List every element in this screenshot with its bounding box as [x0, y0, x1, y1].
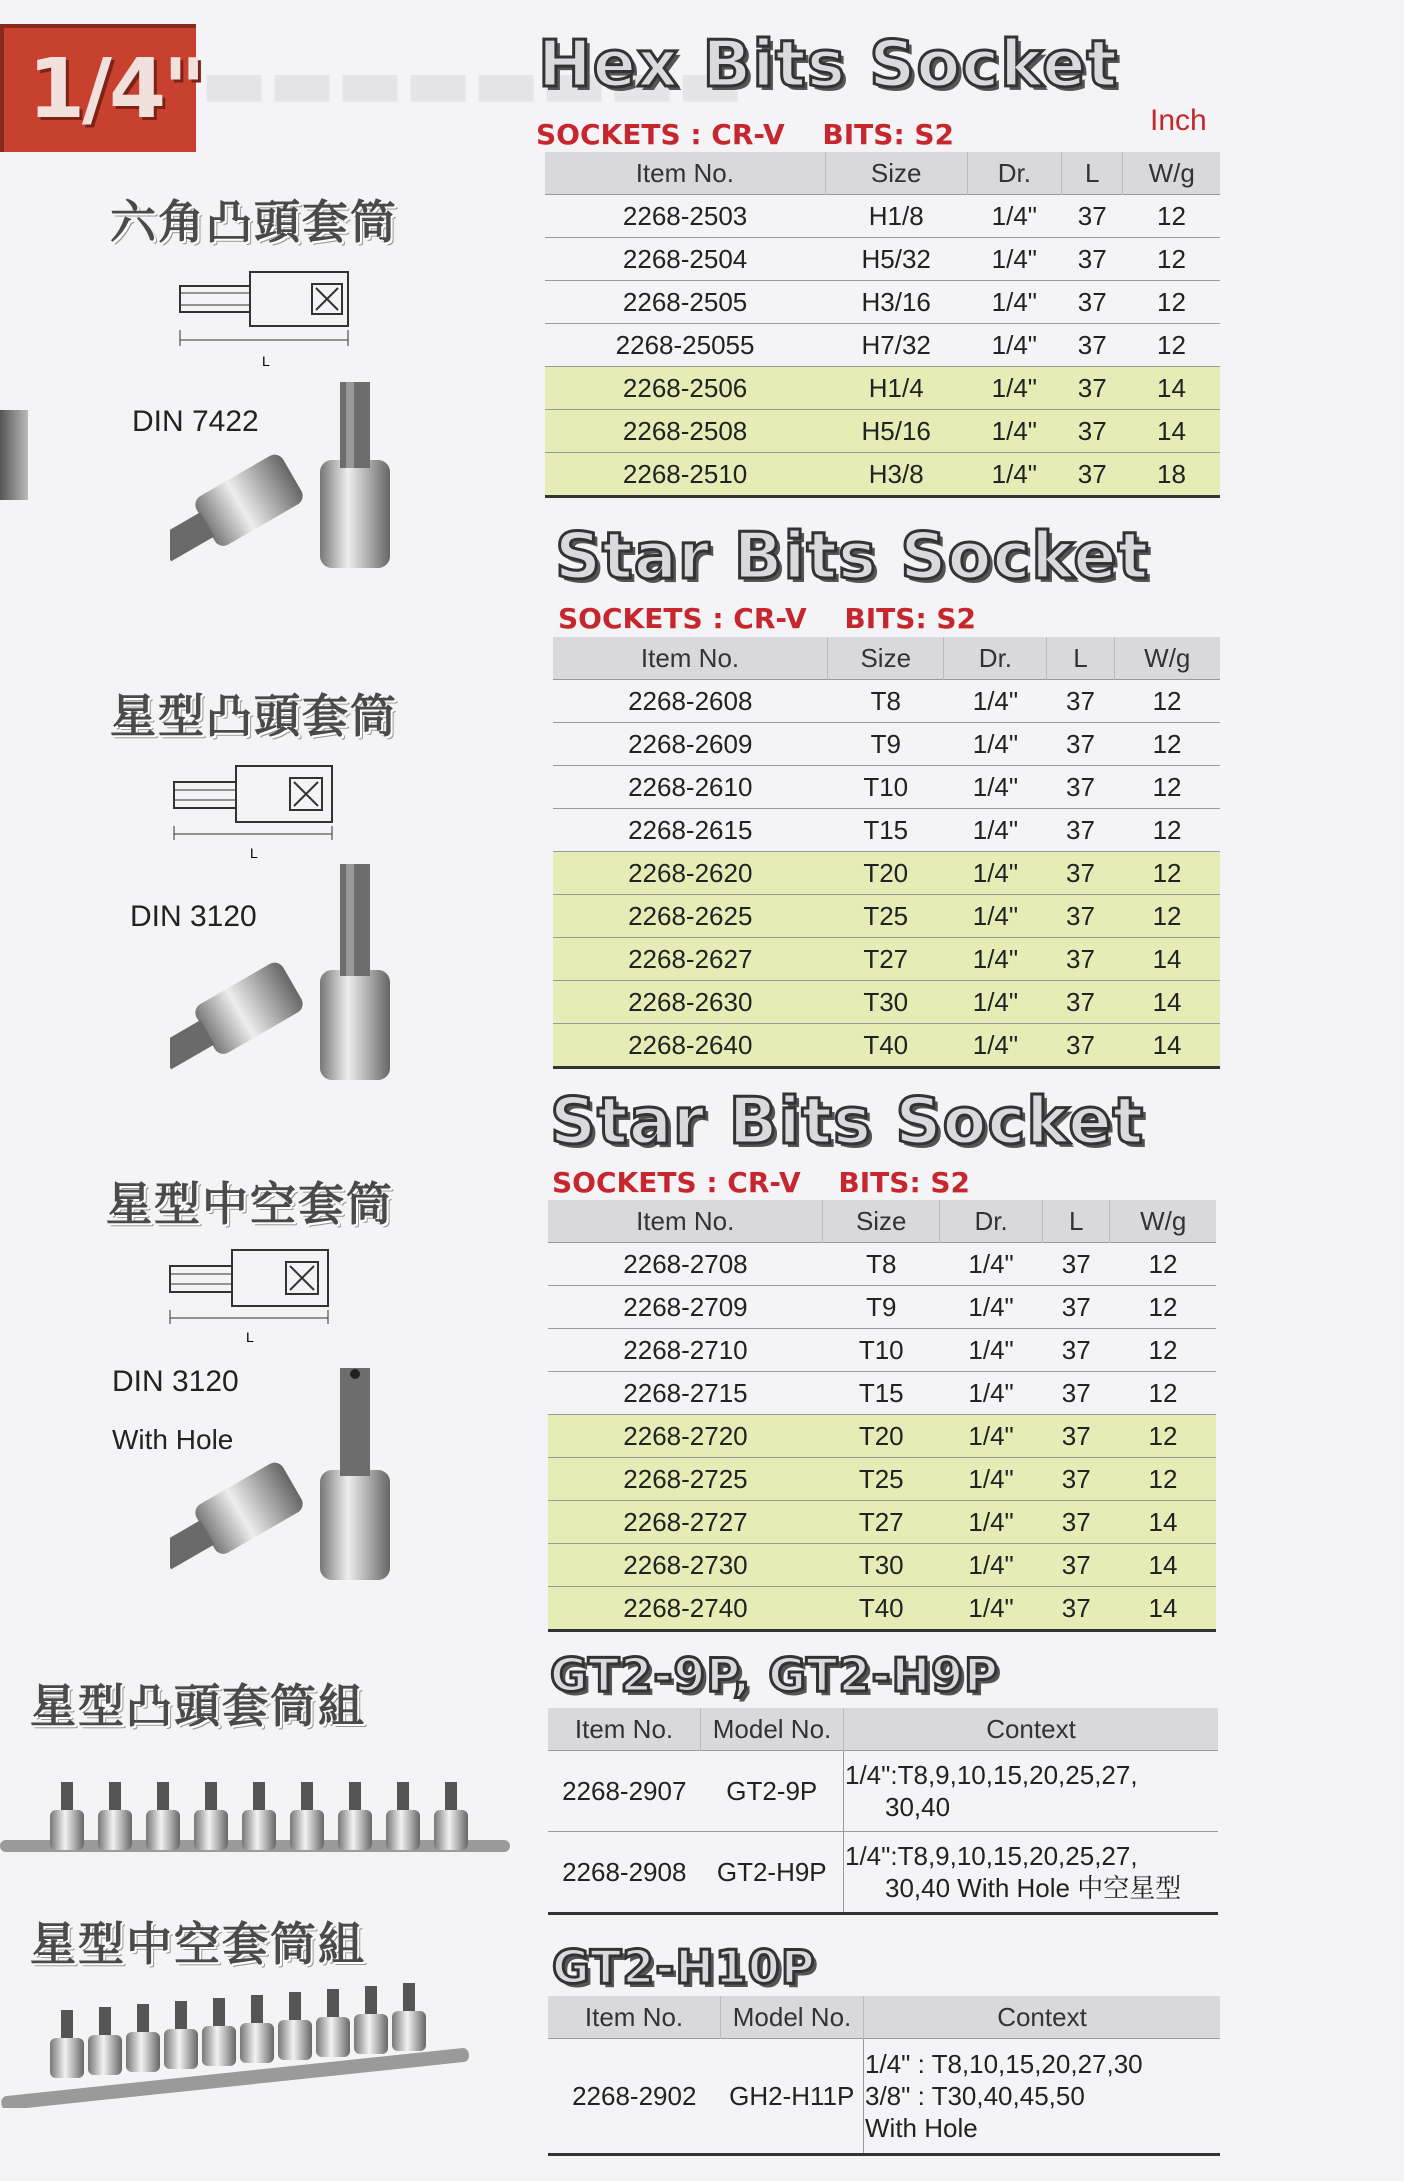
- col-item-no: Item No.: [553, 637, 828, 680]
- bit-icon: [397, 1782, 409, 1812]
- weight-cell: 12: [1110, 1286, 1216, 1329]
- weight-cell: 12: [1110, 1372, 1216, 1415]
- length-cell: 37: [1061, 453, 1123, 497]
- size-cell: T27: [828, 938, 944, 981]
- table-row: [548, 1501, 1216, 1544]
- context-line: 1/4":T8,9,10,15,20,25,27,: [845, 1841, 1138, 1871]
- sockets-material: SOCKETS : CR-V: [536, 118, 785, 151]
- table-row: [548, 1286, 1216, 1329]
- size-cell: T8: [823, 1243, 940, 1286]
- bit-icon: [205, 1782, 217, 1812]
- sockets-label-star: [558, 602, 976, 635]
- size-badge: [0, 24, 203, 152]
- table-header: [548, 1708, 1218, 1751]
- item-no-cell: 2268-2740: [548, 1587, 823, 1631]
- drive-cell: 1/4": [944, 766, 1047, 809]
- length-cell: 37: [1047, 809, 1114, 852]
- drive-cell: 1/4": [940, 1329, 1043, 1372]
- socket-icon: [434, 1810, 468, 1850]
- size-cell: T25: [828, 895, 944, 938]
- size-cell: T9: [823, 1286, 940, 1329]
- unit-label: Inch: [1150, 104, 1207, 137]
- socket-icon: [164, 2029, 198, 2069]
- size-cell: T40: [828, 1024, 944, 1068]
- item-no-cell: 2268-2504: [545, 238, 825, 281]
- length-cell: 37: [1043, 1286, 1110, 1329]
- table-row: [545, 281, 1220, 324]
- col-item-no: Item No.: [548, 1200, 823, 1243]
- length-cell: 37: [1061, 195, 1123, 238]
- length-cell: 37: [1047, 723, 1114, 766]
- star-hollow-spec-table: [548, 1200, 1216, 1632]
- bit-icon: [99, 2007, 111, 2037]
- item-no-cell: 2268-2506: [545, 367, 825, 410]
- context-cell: [844, 1832, 1219, 1914]
- length-cell: 37: [1043, 1587, 1110, 1631]
- table-row: [553, 680, 1220, 723]
- item-no-cell: 2268-2902: [548, 2039, 721, 2155]
- length-cell: 37: [1047, 895, 1114, 938]
- drive-cell: 1/4": [940, 1286, 1043, 1329]
- length-cell: 37: [1043, 1243, 1110, 1286]
- table-row: [548, 1243, 1216, 1286]
- bit-icon: [61, 1782, 73, 1812]
- item-no-cell: 2268-25055: [545, 324, 825, 367]
- item-no-cell: 2268-2730: [548, 1544, 823, 1587]
- socket-icon: [338, 1810, 372, 1850]
- col-model-no: Model No.: [721, 1996, 864, 2039]
- set-1-table: [548, 1708, 1218, 1915]
- star-socket-diagram: [170, 760, 380, 860]
- table-row: [548, 1832, 1218, 1914]
- size-cell: H5/16: [825, 410, 967, 453]
- table-row: [548, 1544, 1216, 1587]
- item-no-cell: 2268-2608: [553, 680, 828, 723]
- weight-cell: 12: [1123, 195, 1220, 238]
- drive-cell: 1/4": [967, 238, 1061, 281]
- bit-icon: [349, 1782, 361, 1812]
- drive-cell: 1/4": [940, 1243, 1043, 1286]
- size-cell: T15: [823, 1372, 940, 1415]
- context-line: 30,40 With Hole 中空星型: [885, 1873, 1182, 1903]
- socket-icon: [50, 1810, 84, 1850]
- bit-icon: [327, 1989, 339, 2019]
- set-title-gt2-9p: GT2-9P, GT2-H9P: [550, 1648, 999, 1702]
- table-row: [553, 1024, 1220, 1068]
- length-cell: 37: [1047, 981, 1114, 1024]
- length-cell: 37: [1043, 1415, 1110, 1458]
- col-length: L: [1043, 1200, 1110, 1243]
- item-no-cell: 2268-2708: [548, 1243, 823, 1286]
- context-line: 1/4":T8,9,10,15,20,25,27,: [845, 1760, 1138, 1790]
- cn-title-star: 星型凸頭套筒: [110, 689, 398, 743]
- table-row: [553, 809, 1220, 852]
- socket-icon: [98, 1810, 132, 1850]
- item-no-cell: 2268-2508: [545, 410, 825, 453]
- table-row: [545, 238, 1220, 281]
- table-row: [553, 895, 1220, 938]
- table-row: [545, 324, 1220, 367]
- size-cell: H3/16: [825, 281, 967, 324]
- with-hole-note: With Hole: [112, 1424, 234, 1455]
- context-cell: [844, 1751, 1219, 1832]
- table-row: [548, 1587, 1216, 1631]
- item-no-cell: 2268-2610: [553, 766, 828, 809]
- table-row: [545, 195, 1220, 238]
- table-row: [553, 938, 1220, 981]
- item-no-cell: 2268-2505: [545, 281, 825, 324]
- table-header: [545, 152, 1220, 195]
- bit-icon: [251, 1995, 263, 2025]
- table-header: [548, 1996, 1220, 2039]
- socket-icon: [88, 2035, 122, 2075]
- item-no-cell: 2268-2609: [553, 723, 828, 766]
- weight-cell: 12: [1123, 324, 1220, 367]
- weight-cell: 14: [1110, 1587, 1216, 1631]
- drive-cell: 1/4": [944, 981, 1047, 1024]
- item-no-cell: 2268-2725: [548, 1458, 823, 1501]
- table-row: [553, 981, 1220, 1024]
- section-title-hex: Hex Bits Socket: [538, 28, 1119, 102]
- bit-icon: [289, 1992, 301, 2022]
- cn-title-star-hollow: 星型中空套筒: [106, 1177, 394, 1231]
- length-cell: 37: [1047, 680, 1114, 723]
- table-row: [545, 367, 1220, 410]
- socket-icon: [386, 1810, 420, 1850]
- item-no-cell: 2268-2503: [545, 195, 825, 238]
- drive-cell: 1/4": [944, 1024, 1047, 1068]
- bit-icon: [137, 2004, 149, 2034]
- context-line: With Hole: [865, 2113, 978, 2143]
- bit-icon: [445, 1782, 457, 1812]
- weight-cell: 14: [1123, 367, 1220, 410]
- bits-material: BITS: S2: [838, 1166, 971, 1199]
- weight-cell: 12: [1123, 238, 1220, 281]
- drive-cell: 1/4": [967, 453, 1061, 497]
- table-row: [545, 453, 1220, 497]
- socket-icon: [240, 2023, 274, 2063]
- col-weight: W/g: [1110, 1200, 1216, 1243]
- weight-cell: 12: [1110, 1415, 1216, 1458]
- col-size: Size: [823, 1200, 940, 1243]
- socket-set-photo-1: [0, 1740, 510, 1870]
- length-cell: 37: [1061, 238, 1123, 281]
- weight-cell: 14: [1114, 1024, 1220, 1068]
- length-cell: 37: [1047, 938, 1114, 981]
- din-standard-star-hollow: DIN 3120: [112, 1365, 239, 1398]
- din-standard-star: DIN 3120: [130, 900, 257, 933]
- size-cell: T40: [823, 1587, 940, 1631]
- size-cell: H3/8: [825, 453, 967, 497]
- socket-icon: [146, 1810, 180, 1850]
- socket-icon: [278, 2020, 312, 2060]
- item-no-cell: 2268-2620: [553, 852, 828, 895]
- size-badge-text: 1/4": [28, 42, 203, 137]
- col-item-no: Item No.: [548, 1996, 721, 2039]
- edge-tab-decoration: [0, 410, 28, 500]
- table-row: [548, 1458, 1216, 1501]
- size-cell: T8: [828, 680, 944, 723]
- size-cell: H1/8: [825, 195, 967, 238]
- col-item-no: Item No.: [545, 152, 825, 195]
- table-row: [548, 1329, 1216, 1372]
- weight-cell: 12: [1110, 1329, 1216, 1372]
- col-size: Size: [828, 637, 944, 680]
- star-hollow-socket-photo: [170, 1360, 400, 1590]
- size-cell: T9: [828, 723, 944, 766]
- length-cell: 37: [1043, 1501, 1110, 1544]
- col-model-no: Model No.: [701, 1708, 844, 1751]
- bit-icon: [213, 1998, 225, 2028]
- hex-socket-photo: [170, 372, 400, 582]
- section-title-star: Star Bits Socket: [555, 520, 1150, 594]
- set-2-table: [548, 1996, 1220, 2156]
- weight-cell: 14: [1123, 410, 1220, 453]
- bits-material: BITS: S2: [822, 118, 955, 151]
- table-row: [548, 1372, 1216, 1415]
- hex-spec-table: [545, 152, 1220, 498]
- drive-cell: 1/4": [944, 809, 1047, 852]
- length-cell: 37: [1043, 1458, 1110, 1501]
- sockets-material: SOCKETS : CR-V: [552, 1166, 801, 1199]
- cn-title-hex: 六角凸頭套筒: [110, 195, 398, 249]
- context-line: 3/8" : T30,40,45,50: [865, 2081, 1085, 2111]
- item-no-cell: 2268-2630: [553, 981, 828, 1024]
- socket-icon: [290, 1810, 324, 1850]
- table-row: [553, 766, 1220, 809]
- sockets-label-star-hollow: [552, 1166, 970, 1199]
- socket-icon: [392, 2011, 426, 2051]
- weight-cell: 12: [1114, 895, 1220, 938]
- diagram-length-label: L: [262, 353, 270, 368]
- table-header: [553, 637, 1220, 680]
- length-cell: 37: [1061, 281, 1123, 324]
- length-cell: 37: [1047, 766, 1114, 809]
- size-cell: H5/32: [825, 238, 967, 281]
- weight-cell: 12: [1114, 809, 1220, 852]
- length-cell: 37: [1043, 1372, 1110, 1415]
- drive-cell: 1/4": [967, 410, 1061, 453]
- weight-cell: 12: [1123, 281, 1220, 324]
- sockets-label-hex: [536, 118, 954, 151]
- drive-cell: 1/4": [940, 1501, 1043, 1544]
- bits-material: BITS: S2: [844, 602, 977, 635]
- length-cell: 37: [1061, 410, 1123, 453]
- item-no-cell: 2268-2727: [548, 1501, 823, 1544]
- item-no-cell: 2268-2615: [553, 809, 828, 852]
- item-no-cell: 2268-2625: [553, 895, 828, 938]
- item-no-cell: 2268-2908: [548, 1832, 701, 1914]
- table-row: [548, 1751, 1218, 1832]
- hex-socket-diagram: [170, 268, 380, 368]
- socket-icon: [242, 1810, 276, 1850]
- socket-icon: [126, 2032, 160, 2072]
- col-weight: W/g: [1114, 637, 1220, 680]
- weight-cell: 14: [1110, 1501, 1216, 1544]
- item-no-cell: 2268-2710: [548, 1329, 823, 1372]
- col-context: Context: [844, 1708, 1219, 1751]
- size-cell: T30: [823, 1544, 940, 1587]
- model-no-cell: GT2-H9P: [701, 1832, 844, 1914]
- sockets-material: SOCKETS : CR-V: [558, 602, 807, 635]
- bit-icon: [403, 1983, 415, 2013]
- background-bleed-decoration: ▬▬▬▬▬▬▬▬: [200, 40, 745, 124]
- socket-icon: [316, 2017, 350, 2057]
- col-drive: Dr.: [940, 1200, 1043, 1243]
- socket-icon: [194, 1810, 228, 1850]
- bit-icon: [301, 1782, 313, 1812]
- drive-cell: 1/4": [967, 367, 1061, 410]
- table-row: [545, 410, 1220, 453]
- context-line: 30,40: [885, 1792, 951, 1822]
- weight-cell: 14: [1110, 1544, 1216, 1587]
- weight-cell: 12: [1114, 723, 1220, 766]
- length-cell: 37: [1043, 1544, 1110, 1587]
- context-cell: [864, 2039, 1221, 2155]
- col-size: Size: [825, 152, 967, 195]
- drive-cell: 1/4": [944, 680, 1047, 723]
- col-length: L: [1047, 637, 1114, 680]
- din-standard-hex: DIN 7422: [132, 405, 259, 438]
- table-row: [553, 723, 1220, 766]
- col-item-no: Item No.: [548, 1708, 701, 1751]
- drive-cell: 1/4": [940, 1587, 1043, 1631]
- weight-cell: 12: [1110, 1243, 1216, 1286]
- drive-cell: 1/4": [944, 938, 1047, 981]
- weight-cell: 12: [1114, 852, 1220, 895]
- length-cell: 37: [1061, 324, 1123, 367]
- bit-icon: [109, 1782, 121, 1812]
- size-cell: T10: [828, 766, 944, 809]
- weight-cell: 12: [1114, 766, 1220, 809]
- cn-title-set-2: 星型中空套筒組: [30, 1917, 366, 1971]
- size-cell: T25: [823, 1458, 940, 1501]
- context-line: 1/4" : T8,10,15,20,27,30: [865, 2049, 1143, 2079]
- size-cell: H1/4: [825, 367, 967, 410]
- bit-icon: [157, 1782, 169, 1812]
- socket-icon: [354, 2014, 388, 2054]
- col-length: L: [1061, 152, 1123, 195]
- drive-cell: 1/4": [940, 1544, 1043, 1587]
- item-no-cell: 2268-2640: [553, 1024, 828, 1068]
- item-no-cell: 2268-2709: [548, 1286, 823, 1329]
- size-cell: T15: [828, 809, 944, 852]
- star-hollow-socket-diagram: [166, 1244, 376, 1344]
- col-weight: W/g: [1123, 152, 1220, 195]
- weight-cell: 18: [1123, 453, 1220, 497]
- size-cell: H7/32: [825, 324, 967, 367]
- drive-cell: 1/4": [940, 1458, 1043, 1501]
- size-cell: T30: [828, 981, 944, 1024]
- socket-icon: [202, 2026, 236, 2066]
- size-cell: T10: [823, 1329, 940, 1372]
- star-spec-table: [553, 637, 1220, 1069]
- socket-icon: [50, 2038, 84, 2078]
- col-drive: Dr.: [944, 637, 1047, 680]
- table-row: [548, 1415, 1216, 1458]
- diagram-length-label: L: [250, 845, 258, 860]
- drive-cell: 1/4": [967, 281, 1061, 324]
- length-cell: 37: [1043, 1329, 1110, 1372]
- set-title-gt2-h10p: GT2-H10P: [552, 1940, 816, 1994]
- item-no-cell: 2268-2627: [553, 938, 828, 981]
- item-no-cell: 2268-2510: [545, 453, 825, 497]
- bit-icon: [365, 1986, 377, 2016]
- length-cell: 37: [1047, 1024, 1114, 1068]
- star-socket-photo: [170, 860, 400, 1090]
- model-no-cell: GH2-H11P: [721, 2039, 864, 2155]
- drive-cell: 1/4": [967, 324, 1061, 367]
- bit-icon: [253, 1782, 265, 1812]
- length-cell: 37: [1047, 852, 1114, 895]
- drive-cell: 1/4": [940, 1372, 1043, 1415]
- size-cell: T20: [823, 1415, 940, 1458]
- col-context: Context: [864, 1996, 1221, 2039]
- model-no-cell: GT2-9P: [701, 1751, 844, 1832]
- drive-cell: 1/4": [944, 723, 1047, 766]
- bit-icon: [175, 2001, 187, 2031]
- item-no-cell: 2268-2720: [548, 1415, 823, 1458]
- size-cell: T20: [828, 852, 944, 895]
- drive-cell: 1/4": [944, 852, 1047, 895]
- socket-set-photo-2: [0, 1968, 470, 2108]
- cn-title-set-1: 星型凸頭套筒組: [30, 1679, 366, 1733]
- section-title-star-hollow: Star Bits Socket: [550, 1085, 1145, 1159]
- drive-cell: 1/4": [940, 1415, 1043, 1458]
- drive-cell: 1/4": [967, 195, 1061, 238]
- item-no-cell: 2268-2715: [548, 1372, 823, 1415]
- length-cell: 37: [1061, 367, 1123, 410]
- table-row: [553, 852, 1220, 895]
- weight-cell: 14: [1114, 981, 1220, 1024]
- item-no-cell: 2268-2907: [548, 1751, 701, 1832]
- weight-cell: 12: [1110, 1458, 1216, 1501]
- table-row: [548, 2039, 1220, 2155]
- weight-cell: 12: [1114, 680, 1220, 723]
- weight-cell: 14: [1114, 938, 1220, 981]
- bit-icon: [61, 2010, 73, 2040]
- table-header: [548, 1200, 1216, 1243]
- size-cell: T27: [823, 1501, 940, 1544]
- drive-cell: 1/4": [944, 895, 1047, 938]
- col-drive: Dr.: [967, 152, 1061, 195]
- diagram-length-label: L: [246, 1329, 254, 1344]
